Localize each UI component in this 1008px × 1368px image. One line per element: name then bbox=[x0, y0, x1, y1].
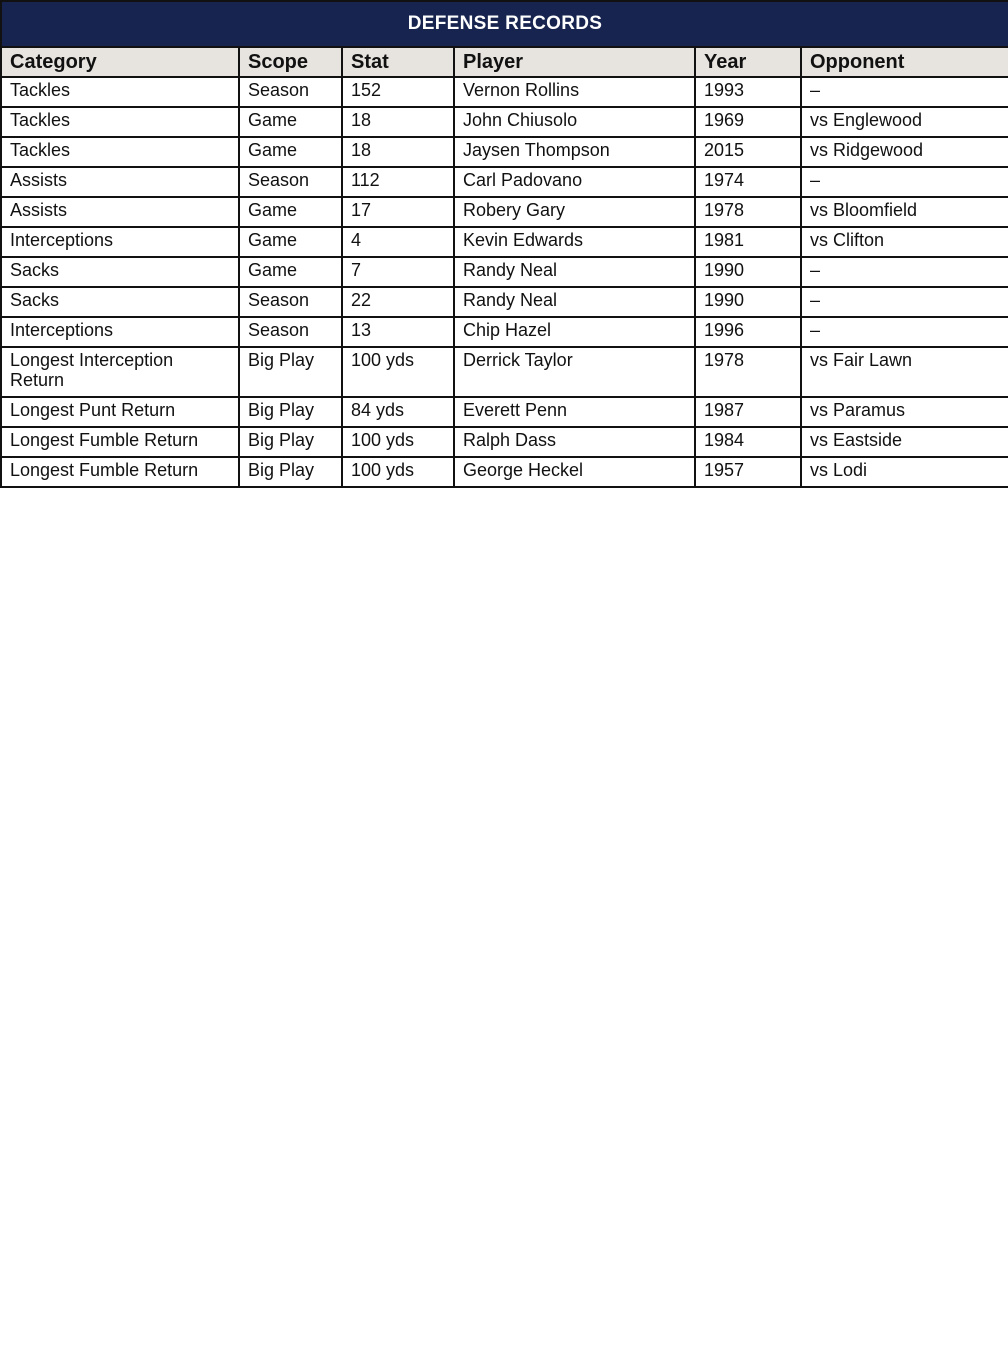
cell-year: 1993 bbox=[695, 77, 801, 107]
cell-scope: Game bbox=[239, 227, 342, 257]
cell-player: Randy Neal bbox=[454, 257, 695, 287]
cell-scope: Game bbox=[239, 197, 342, 227]
cell-opponent: – bbox=[801, 287, 1008, 317]
cell-opponent: – bbox=[801, 257, 1008, 287]
table-body bbox=[1, 77, 1008, 487]
cell-category: Assists bbox=[1, 167, 239, 197]
column-header-row bbox=[1, 47, 1008, 77]
cell-category: Tackles bbox=[1, 107, 239, 137]
cell-category: Longest Punt Return bbox=[1, 397, 239, 427]
column-header-year: Year bbox=[695, 47, 801, 77]
cell-year: 1957 bbox=[695, 457, 801, 487]
table-row bbox=[1, 197, 1008, 227]
cell-category: Interceptions bbox=[1, 317, 239, 347]
table-row bbox=[1, 427, 1008, 457]
table-row bbox=[1, 347, 1008, 397]
cell-scope: Game bbox=[239, 137, 342, 167]
table-row bbox=[1, 227, 1008, 257]
cell-stat: 13 bbox=[342, 317, 454, 347]
cell-category: Longest Fumble Return bbox=[1, 427, 239, 457]
table-title-row bbox=[1, 1, 1008, 47]
cell-scope: Big Play bbox=[239, 347, 342, 397]
cell-scope: Season bbox=[239, 317, 342, 347]
column-header-player: Player bbox=[454, 47, 695, 77]
cell-opponent: – bbox=[801, 167, 1008, 197]
cell-player: George Heckel bbox=[454, 457, 695, 487]
cell-year: 1990 bbox=[695, 257, 801, 287]
cell-year: 1981 bbox=[695, 227, 801, 257]
cell-stat: 100 yds bbox=[342, 347, 454, 397]
cell-opponent: vs Paramus bbox=[801, 397, 1008, 427]
cell-opponent: vs Ridgewood bbox=[801, 137, 1008, 167]
cell-player: Kevin Edwards bbox=[454, 227, 695, 257]
cell-year: 1974 bbox=[695, 167, 801, 197]
cell-player: Randy Neal bbox=[454, 287, 695, 317]
cell-category: Sacks bbox=[1, 257, 239, 287]
table-title: DEFENSE RECORDS bbox=[1, 1, 1008, 47]
cell-scope: Season bbox=[239, 287, 342, 317]
cell-stat: 7 bbox=[342, 257, 454, 287]
table-row bbox=[1, 457, 1008, 487]
cell-player: Jaysen Thompson bbox=[454, 137, 695, 167]
cell-year: 1996 bbox=[695, 317, 801, 347]
cell-year: 1987 bbox=[695, 397, 801, 427]
cell-year: 1978 bbox=[695, 197, 801, 227]
cell-category: Sacks bbox=[1, 287, 239, 317]
column-header-scope: Scope bbox=[239, 47, 342, 77]
cell-player: Everett Penn bbox=[454, 397, 695, 427]
cell-category: Assists bbox=[1, 197, 239, 227]
cell-scope: Big Play bbox=[239, 397, 342, 427]
table-row bbox=[1, 167, 1008, 197]
cell-opponent: – bbox=[801, 317, 1008, 347]
cell-stat: 112 bbox=[342, 167, 454, 197]
column-header-category: Category bbox=[1, 47, 239, 77]
cell-category: Tackles bbox=[1, 137, 239, 167]
cell-opponent: vs Fair Lawn bbox=[801, 347, 1008, 397]
cell-stat: 84 yds bbox=[342, 397, 454, 427]
cell-stat: 4 bbox=[342, 227, 454, 257]
cell-player: John Chiusolo bbox=[454, 107, 695, 137]
cell-stat: 152 bbox=[342, 77, 454, 107]
table-row bbox=[1, 397, 1008, 427]
cell-category: Longest Interception Return bbox=[1, 347, 239, 397]
cell-stat: 18 bbox=[342, 107, 454, 137]
cell-year: 1990 bbox=[695, 287, 801, 317]
cell-player: Derrick Taylor bbox=[454, 347, 695, 397]
cell-year: 1984 bbox=[695, 427, 801, 457]
cell-scope: Big Play bbox=[239, 427, 342, 457]
cell-category: Interceptions bbox=[1, 227, 239, 257]
table-row bbox=[1, 317, 1008, 347]
cell-player: Robery Gary bbox=[454, 197, 695, 227]
table-row bbox=[1, 107, 1008, 137]
cell-stat: 100 yds bbox=[342, 457, 454, 487]
cell-stat: 17 bbox=[342, 197, 454, 227]
cell-opponent: vs Lodi bbox=[801, 457, 1008, 487]
cell-year: 1969 bbox=[695, 107, 801, 137]
table-row bbox=[1, 257, 1008, 287]
cell-scope: Game bbox=[239, 107, 342, 137]
cell-stat: 18 bbox=[342, 137, 454, 167]
cell-player: Vernon Rollins bbox=[454, 77, 695, 107]
cell-opponent: vs Clifton bbox=[801, 227, 1008, 257]
table-row bbox=[1, 137, 1008, 167]
column-header-stat: Stat bbox=[342, 47, 454, 77]
cell-stat: 100 yds bbox=[342, 427, 454, 457]
cell-player: Carl Padovano bbox=[454, 167, 695, 197]
cell-player: Ralph Dass bbox=[454, 427, 695, 457]
cell-category: Longest Fumble Return bbox=[1, 457, 239, 487]
column-header-opponent: Opponent bbox=[801, 47, 1008, 77]
cell-opponent: vs Eastside bbox=[801, 427, 1008, 457]
cell-category: Tackles bbox=[1, 77, 239, 107]
cell-year: 2015 bbox=[695, 137, 801, 167]
table-row bbox=[1, 287, 1008, 317]
cell-year: 1978 bbox=[695, 347, 801, 397]
cell-player: Chip Hazel bbox=[454, 317, 695, 347]
cell-scope: Game bbox=[239, 257, 342, 287]
cell-opponent: vs Bloomfield bbox=[801, 197, 1008, 227]
table-row bbox=[1, 77, 1008, 107]
cell-scope: Big Play bbox=[239, 457, 342, 487]
cell-opponent: vs Englewood bbox=[801, 107, 1008, 137]
cell-scope: Season bbox=[239, 77, 342, 107]
cell-stat: 22 bbox=[342, 287, 454, 317]
cell-opponent: – bbox=[801, 77, 1008, 107]
cell-scope: Season bbox=[239, 167, 342, 197]
defense-records-table bbox=[0, 0, 1008, 488]
